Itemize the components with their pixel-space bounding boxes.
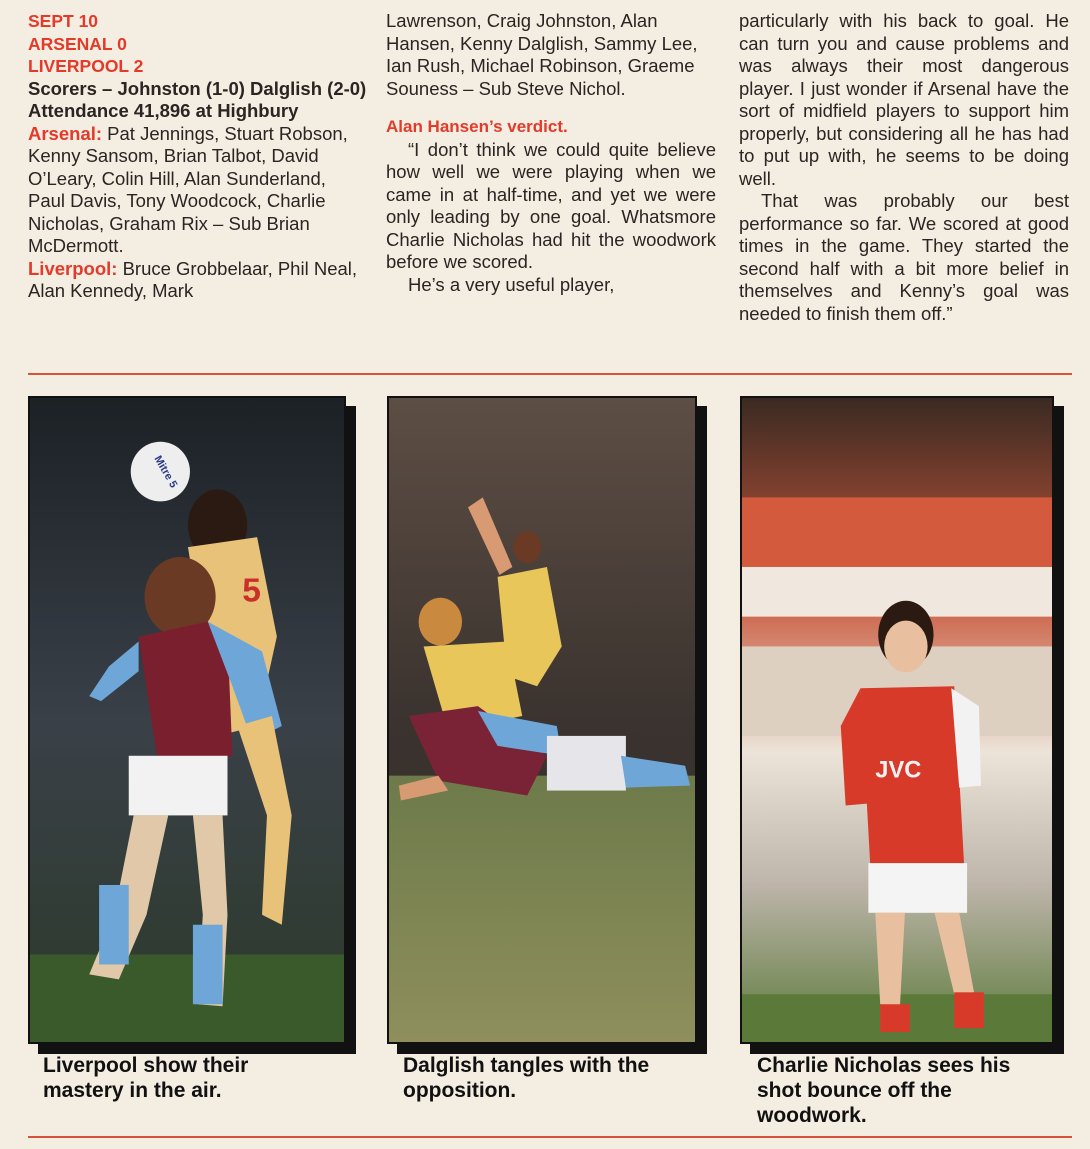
photo-frame	[28, 396, 346, 1044]
caption-photo-2: Dalglish tangles with the opposition.	[403, 1054, 650, 1102]
verdict-column-1	[386, 10, 716, 296]
liverpool-lineup	[28, 258, 368, 303]
dalglish-tangle-image	[389, 398, 695, 1042]
attendance: Attendance 41,896 at Highbury	[28, 100, 299, 121]
liverpool-team-part1: Bruce Grobbelaar, Phil Neal, Alan Kennedy, Mark	[28, 257, 358, 301]
photo-frame	[387, 396, 697, 1044]
verdict-para-2-start: He’s a very useful player,	[408, 273, 615, 295]
photo-header-duel	[28, 396, 346, 1044]
header-duel-image	[30, 398, 344, 1042]
caption-photo-1: Liverpool show their mastery in the air.	[43, 1054, 249, 1102]
match-details-column	[28, 10, 368, 303]
verdict-para-2-end: particularly with his back to goal. He can turn you and cause problems and was always their most dangerous player. I just wonder if Arsenal have the sort of midfield players to support him properly, but considering all he has had to put up with, he seems to be doing well.	[739, 10, 1069, 189]
arsenal-label: Arsenal:	[28, 122, 103, 144]
home-score: ARSENAL 0	[28, 33, 127, 54]
charlie-nicholas-image	[742, 398, 1052, 1042]
liverpool-label: Liverpool:	[28, 257, 118, 279]
verdict-para-1: “I don’t think we could quite believe how well we were playing when we came in at half-time, and yet we were only leading by one goal. Whatsmore Charlie Nicholas had hit the woodwork before we scored.	[386, 138, 716, 272]
verdict-title: Alan Hansen’s verdict.	[386, 117, 568, 136]
photo-charlie-nicholas	[740, 396, 1054, 1044]
arsenal-team: Pat Jennings, Stuart Robson, Kenny Sansom, Brian Talbot, David O’Leary, Colin Hill, Alan Sunderland, Paul Davis, Tony Woodcock, Charlie Nicholas, Graham Rix – Sub Brian McDermott.	[28, 122, 348, 256]
top-divider	[28, 373, 1072, 375]
ball-text: Mitre 5	[151, 453, 180, 491]
verdict-column-2	[739, 10, 1069, 325]
bottom-divider	[28, 1136, 1072, 1138]
photo-dalglish-tangle	[387, 396, 697, 1044]
match-date: SEPT 10	[28, 11, 99, 31]
liverpool-team-continued: Lawrenson, Craig Johnston, Alan Hansen, Kenny Dalglish, Sammy Lee, Ian Rush, Michael Robinson, Graeme Souness – Sub Steve Nichol.	[386, 10, 698, 99]
away-score: LIVERPOOL 2	[28, 56, 144, 76]
shirt-sponsor: JVC	[875, 756, 922, 784]
verdict-para-3: That was probably our best performance so far. We scored at good times in the game. They started the second half with a bit more belief in themselves and Kenny’s goal was needed to finish them off.”	[739, 190, 1069, 324]
photo-frame	[740, 396, 1054, 1044]
arsenal-lineup	[28, 123, 368, 258]
scorers: Scorers – Johnston (1-0) Dalglish (2-0)	[28, 77, 367, 99]
svg-text:5: 5	[242, 572, 261, 610]
caption-photo-3: Charlie Nicholas sees his shot bounce off the woodwork.	[757, 1054, 1011, 1127]
